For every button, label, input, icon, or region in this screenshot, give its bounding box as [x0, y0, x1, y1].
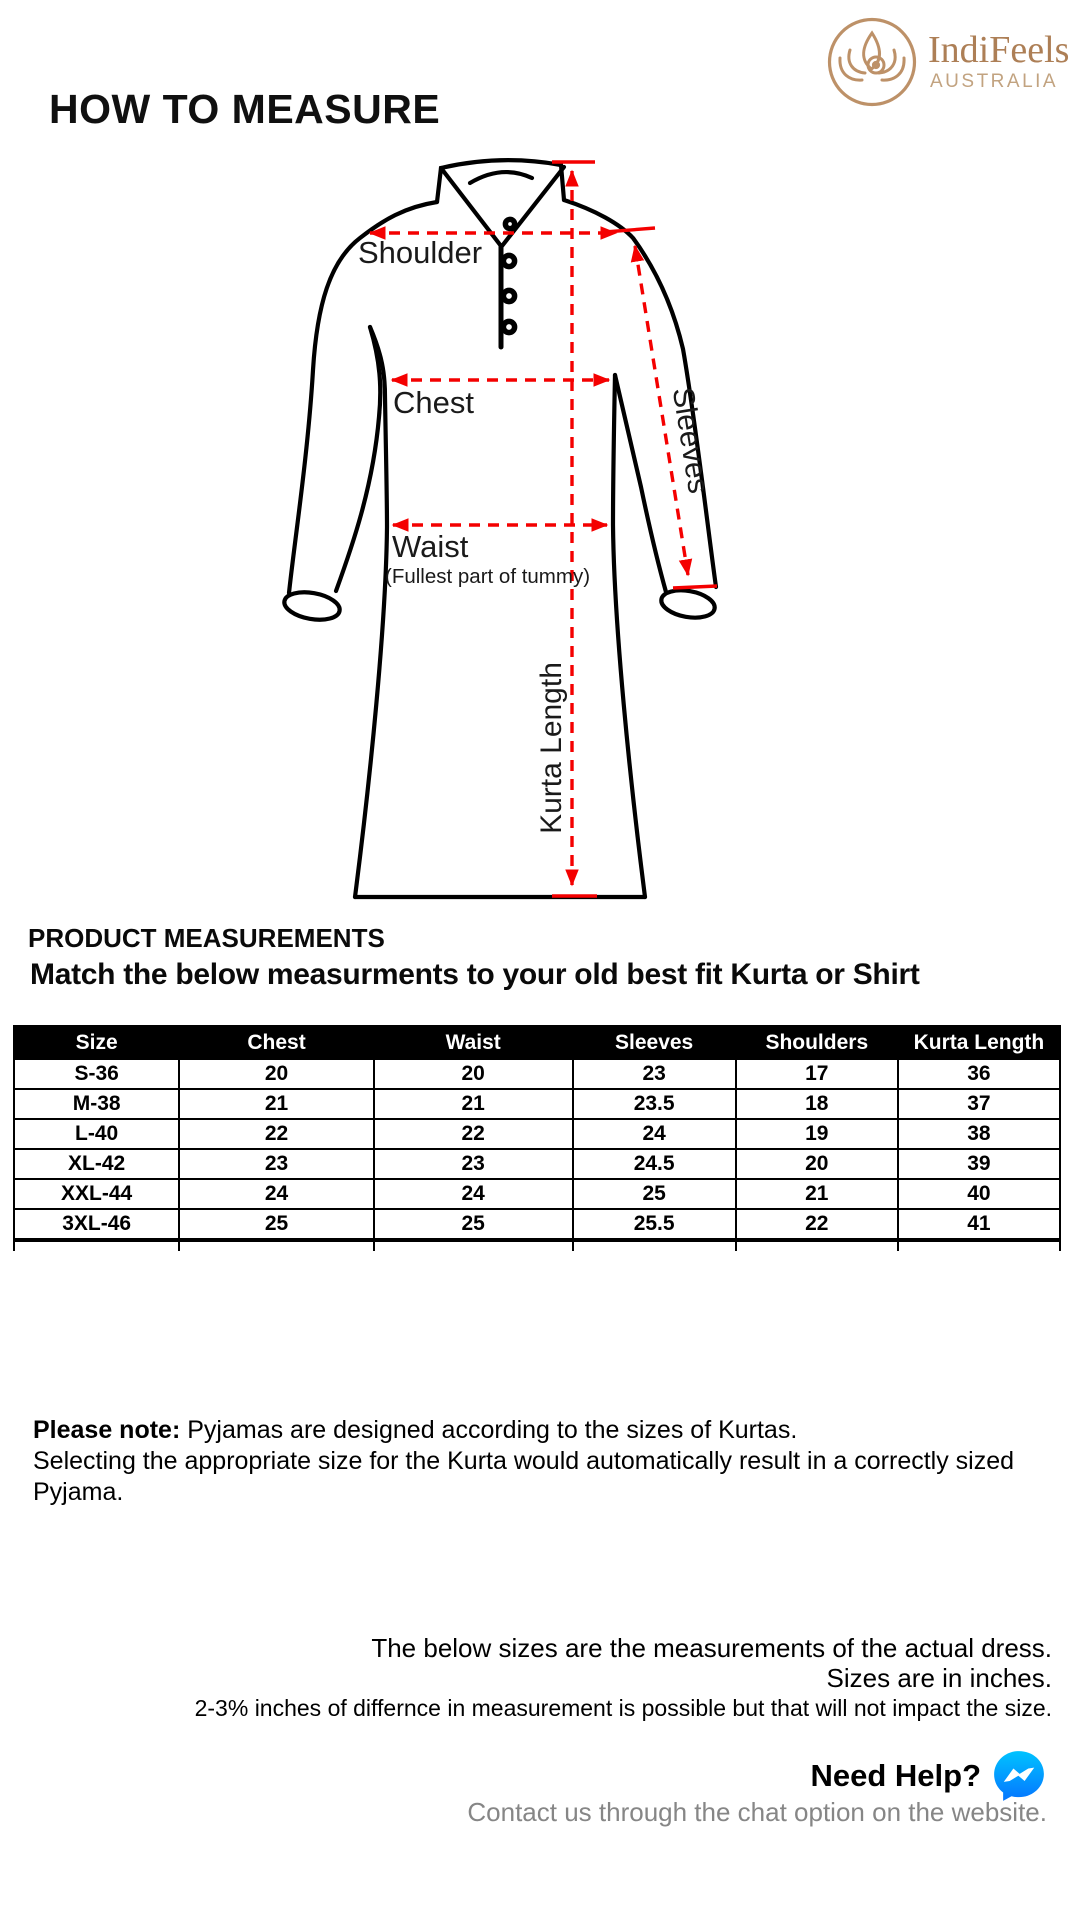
- kurta-length-label: Kurta Length: [535, 662, 568, 834]
- cell: 36: [898, 1059, 1060, 1089]
- table-row: [14, 1059, 1060, 1089]
- chest-label: Chest: [393, 385, 474, 420]
- col-header-shoulders: Shoulders: [736, 1026, 898, 1059]
- table-row: [14, 1089, 1060, 1119]
- product-measurements-heading: PRODUCT MEASUREMENTS: [28, 923, 385, 953]
- note-line-2: Selecting the appropriate size for the Kurta would automatically result in a correctly sized: [33, 1447, 1015, 1475]
- cell: 20: [374, 1059, 573, 1089]
- cell: 37: [898, 1089, 1060, 1119]
- cell: 23.5: [573, 1089, 736, 1119]
- cell: 23: [573, 1059, 736, 1089]
- cell: 25: [374, 1209, 573, 1240]
- cell: M-38: [14, 1089, 179, 1119]
- cell: 24.5: [573, 1149, 736, 1179]
- col-header-chest: Chest: [179, 1026, 374, 1059]
- cell: 25: [179, 1209, 374, 1240]
- cell: 38: [898, 1119, 1060, 1149]
- cell: 24: [374, 1179, 573, 1209]
- brand-logo: [826, 16, 1069, 108]
- table-row: [14, 1209, 1060, 1240]
- cell: 20: [736, 1149, 898, 1179]
- cell: 41: [898, 1209, 1060, 1240]
- col-header-sleeves: Sleeves: [573, 1026, 736, 1059]
- diagram-labels: [358, 235, 715, 834]
- pyjama-note: [33, 1415, 1043, 1508]
- cell: L-40: [14, 1119, 179, 1149]
- need-help-title: Need Help?: [810, 1758, 981, 1793]
- size-chart-table: [13, 1025, 1061, 1251]
- cell: 18: [736, 1089, 898, 1119]
- waist-label: Waist: [392, 529, 469, 564]
- sleeves-label: Sleeves: [665, 385, 716, 496]
- messenger-icon[interactable]: [991, 1748, 1047, 1804]
- cell: 19: [736, 1119, 898, 1149]
- cell: 21: [374, 1089, 573, 1119]
- cell: 25: [573, 1179, 736, 1209]
- cell: 22: [374, 1119, 573, 1149]
- size-disclaimer: [52, 1633, 1052, 1723]
- disclaimer-line-2: Sizes are in inches.: [826, 1663, 1052, 1693]
- brand-region: AUSTRALIA: [930, 71, 1059, 92]
- need-help-row: [810, 1748, 1047, 1804]
- cell: S-36: [14, 1059, 179, 1089]
- cell: 21: [736, 1179, 898, 1209]
- note-line-1: Pyjamas are designed according to the sizes of Kurtas.: [187, 1416, 798, 1444]
- note-label: Please note:: [33, 1416, 181, 1444]
- kurta-measurement-diagram: [180, 125, 780, 915]
- cell: 24: [179, 1179, 374, 1209]
- disclaimer-line-1: The below sizes are the measurements of the actual dress.: [371, 1633, 1052, 1663]
- table-row: [14, 1119, 1060, 1149]
- col-header-size: Size: [14, 1026, 179, 1059]
- cell: 23: [179, 1149, 374, 1179]
- kurta-outline: [282, 160, 717, 897]
- product-measurements-subheading: Match the below measurments to your old best fit Kurta or Shirt: [30, 958, 920, 991]
- lotus-logo-icon: [826, 16, 918, 108]
- cell: 25.5: [573, 1209, 736, 1240]
- cell: 24: [573, 1119, 736, 1149]
- brand-name: IndiFeels: [928, 29, 1070, 71]
- note-line-3: Pyjama.: [33, 1478, 124, 1506]
- table-row: [14, 1179, 1060, 1209]
- cell: 22: [736, 1209, 898, 1240]
- page-title: HOW TO MEASURE: [49, 86, 441, 132]
- cell: 23: [374, 1149, 573, 1179]
- col-header-waist: Waist: [374, 1026, 573, 1059]
- cell: 22: [179, 1119, 374, 1149]
- waist-note-label: (Fullest part of tummy): [385, 565, 591, 588]
- disclaimer-line-3: 2-3% inches of differnce in measurement is possible but that will not impact the size.: [194, 1695, 1052, 1721]
- cell: 39: [898, 1149, 1060, 1179]
- shoulder-label: Shoulder: [358, 235, 483, 270]
- table-row: [14, 1149, 1060, 1179]
- cell: 17: [736, 1059, 898, 1089]
- cell: 21: [179, 1089, 374, 1119]
- cell: XXL-44: [14, 1179, 179, 1209]
- table-header-row: [14, 1026, 1060, 1059]
- cell: 3XL-46: [14, 1209, 179, 1240]
- cell: 20: [179, 1059, 374, 1089]
- contact-text: Contact us through the chat option on the website.: [467, 1797, 1047, 1827]
- table-cutoff-row: [14, 1240, 1060, 1251]
- cell: XL-42: [14, 1149, 179, 1179]
- col-header-kurta-length: Kurta Length: [898, 1026, 1060, 1059]
- cell: 40: [898, 1179, 1060, 1209]
